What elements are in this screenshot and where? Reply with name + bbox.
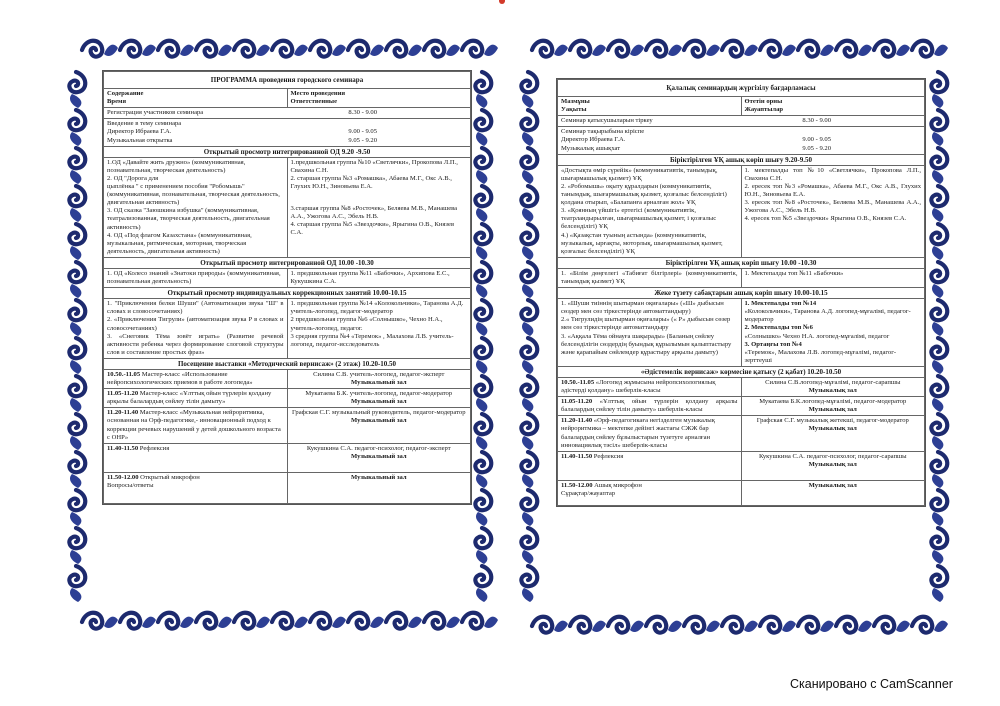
section-heading: Открытый просмотр индивидуальных коррекционных занятий 10.00-10.15 <box>104 288 471 299</box>
group-item: «Колокольчики», Таранова А.Д. логопед-мұғалімі, педагог-модератор <box>744 308 911 324</box>
group-item: 3. Ортаңғы топ №4 <box>744 340 802 348</box>
group-item: 2. Мектепалды топ №6 <box>744 324 813 332</box>
activity-item: 3. «Қоянның үйшігі» ертегісі (коммуникативтік, театрландырылған, шығармашылық қызмет, і қозғалыс белсенділігі) ҰҚ <box>561 207 717 231</box>
group-item: 2. ересек топ №3 «Ромашка», Абаева М.Г., Окс А.В., Глухих Ю.Н., Зиновьева Е.А. <box>744 182 921 199</box>
section-heading: Біріктірілген ҰҚ ашық көріп шығу 10.00 -10.30 <box>558 257 925 268</box>
group-item: 3.старшая группа №8 «Росточек», Беляева М.В., Манашева А.А., Ужогова А.С., Эбель Н.В. <box>290 205 458 221</box>
activity-item: 1. «Білім дөңгелегі «Табиғат білгірлері» (коммуникативтік, танымдық қызмет) ҰҚ <box>558 268 742 287</box>
activity-item: 1. "Приключения белки Шуши" (Автоматизация звука "Ш" в словах и словосочетаниях) <box>107 300 284 316</box>
activity-item: 2. «Приключения Тигрули» (автоматизация звука Р в словах и словосочетаниях) <box>107 316 284 332</box>
program-title: Қалалық семинардың жүргізілу бағдарламасы <box>558 80 925 97</box>
group-item: 1. мектепалды топ №10 «Светлячки», Прокопова Л.П., Свахина С.Н. <box>744 166 921 182</box>
header-time: Уақыты <box>561 106 587 114</box>
header-content: Мазмұны <box>561 98 590 106</box>
group-item: 1. предшкольная группа №14 «Колокольчики», Таранова А.Д. учитель-логопед, педагог-модератор <box>290 300 464 316</box>
schedule-row: 11.20-11.40 «Орф-педагогикаға негізделген музыкалық нейроритмика – мектепке дейінгі жастағы СЖЖ бар балалардың сөйлеу бұзылыстарын түзетуге арналған инновациялық тәсіл» шеберлік-класы Графская С.Г. музыкалық жетекші, педагог-модератор Музыкалық зал <box>558 416 925 451</box>
activity-item: 2. ОД "Дорога для <box>107 174 159 182</box>
left-page-russian <box>52 22 510 662</box>
section-heading: Жеке түзету сабақтарын ашық көріп шығу 10.00-10.15 <box>558 288 925 299</box>
group-item: 1. Мектепалды топ №14 <box>744 300 817 308</box>
activity-item: 4. ОД «Под флагом Казахстана» (коммуникативная, музыкальная, ритмическая, моторная, творческая деятельность, двигательная активность) <box>107 231 252 255</box>
schedule-row: 11.05-11.20 «Ұлттық ойын түрлерін қолдану арқылы балалардың сөйлеу тілін дамыту» шеберлік-класы Мукатаева Б.К.логопед-мұғалімі, педагог-модератор Музыкалық зал <box>558 397 925 416</box>
activity-item: 3. ОД сказка "Заюшкина избушка" (коммуникативная, театрализованная, творческая деятельность, двигательная активность) <box>107 207 270 231</box>
intro-row: Введение в тему семинара <box>107 120 182 128</box>
group-item: 1. предшкольная группа №11 «Бабочки», Архипова Е.С., Кукушкина С.А. <box>287 268 471 287</box>
section-heading: Біріктірілген ҰҚ ашық көріп шығу 9.20-9.50 <box>558 154 925 165</box>
header-content: Содержание <box>107 90 144 98</box>
intro-row: Семинар тақырыбына кіріспе <box>561 128 645 136</box>
program-table-kz <box>556 78 926 507</box>
intro-row: Директор Ибраева Г.А. 9.00 - 9.05 <box>561 136 831 144</box>
intro-row: Музыкалық ашықхат 9.05 - 9.20 <box>561 144 831 152</box>
intro-row: Семинар қатысушыларын тіркеу 8.30 - 9.00 <box>561 117 831 125</box>
schedule-row: 11.40-11.50 Рефлексия Кукушкина С.А. педагог-психолог, педагог-сарапшы Музыкалық зал <box>558 451 925 480</box>
program-table-ru <box>102 70 472 505</box>
activity-item: 2.« Тигрулидің шытырман оқиғалары» (« Р» дыбысын сөзер мен сөз тіркестерінде автоматтандыру <box>561 316 731 332</box>
section-heading: Открытый просмотр интегрированной ОД 9.20 -9.50 <box>104 146 471 157</box>
intro-row: Директор Ибраева Г.А. 9.00 - 9.05 <box>107 128 377 136</box>
schedule-row: 11.20-11.40 Мастер-класс «Музыкальная нейроритмика, основанная на Орф-педагогике,- инновационный подход к коррекции речевых нарушений у детей дошкольного возраста с ОНР» Графская С.Г. музыкальный руководитель, педагог-модератор Музыкальный зал <box>104 408 471 443</box>
group-item: 2. старшая группа №3 «Ромашка», Абаева М.Г., Окс А.В., Глухих Ю.Н., Зиновьева Е.А. <box>290 174 452 191</box>
schedule-row: 11.40-11.50 Рефлексия Кукушкина С.А. педагог-психолог, педагог-эксперт Музыкальный зал <box>104 443 471 472</box>
group-item: 2 предшкольная группа №6 «Солнышко», Чехно Н.А., учитель-логопед, педагог. <box>290 316 443 332</box>
group-item: 3. ересек топ №8 «Росточек», Беляева М.В., Манашева А.А., Ужогова А.С., Эбель Н.В. <box>744 199 921 215</box>
group-item: 1. Мектепалды топ №11 «Бабочки» <box>741 268 925 287</box>
program-title: ПРОГРАММА проведения городского семинара <box>104 72 471 89</box>
intro-row: Регистрация участников семинара 8.30 - 9.00 <box>107 109 377 117</box>
section-heading: Открытый просмотр интегрированной ОД 10.00 -10.30 <box>104 257 471 268</box>
section-heading: «Әдістемелік вернисаж» көрмесіне қатысу (2 қабат) 10.20-10.50 <box>558 366 925 377</box>
schedule-row: 11.50-12.00 Ашық микрофон Сұрақтар/жауаптар Музыкалық зал <box>558 480 925 505</box>
activity-item: 4.) «Қазақстан туының астында» (коммуникативтік, музыкалық, ырғақты, моторлық, шығармашылық қызмет, қозғалыс белсенділігі) ҰҚ <box>561 231 723 255</box>
header-responsible: Жауаптылар <box>744 106 784 114</box>
activity-item: 3. «Снеговик Тёма зовёт играть» (Развитие речевой активности ребенка через формирование слоговой структуры слов и составление простых фраз» <box>107 332 284 356</box>
group-item: «Солнышко» Чехно Н.А. логопед-мұғалімі, педагог <box>744 332 890 340</box>
header-venue: Өтетін орны <box>744 98 783 106</box>
activity-item: цыплёнка " с применением пособия "Робомышь" (коммуникативная, познавательная, творческая деятельность, двигательная активность) <box>107 183 280 207</box>
header-time: Время <box>107 98 127 106</box>
group-item: 1.предшкольная группа №10 «Светлячки», Прокопова Л.П., Свахина С.Н. <box>290 158 458 174</box>
group-item: 4. старшая группа №5 «Звездочки», Ярыгина О.В., Князев С.А. <box>290 221 455 237</box>
group-item: «Теремок», Малахова Л.В. логопед-мұғалімі, педагог- зерттеуші <box>744 348 897 364</box>
header-responsible: Ответственные <box>290 98 338 106</box>
scan-edge-mark <box>499 0 505 4</box>
activity-item: «Достықта өмір сүрейік» (коммуникативтік, танымдық, шығармашылық қызмет) ҰҚ <box>561 166 718 182</box>
camscanner-watermark: Сканировано с CamScanner <box>790 677 953 691</box>
group-item: 3 средняя группа №4 «Теремок» , Малахова Л.В. учитель-логопед, педагог-исследователь <box>290 332 454 348</box>
schedule-row: 11.50-12.00 Открытый микрофон Вопросы/ответы Музыкальный зал <box>104 472 471 503</box>
activity-item: 1. ОД «Колесо знаний «Знатоки природы» (коммуникативная, познавательная деятельность) <box>104 268 288 287</box>
activity-item: 1. «Шуши тиіннің шытырман оқиғалары» («Ш» дыбысын сөздер мен сөз тіркестерінде автоматтандыру) <box>561 300 724 316</box>
section-heading: Посещение выставки «Методический вернисаж» (2 этаж) 10.20-10.50 <box>104 358 471 369</box>
activity-item: 2. «Робомышь» оқыту құралдарын (коммуникативтік, танымдық, шығармашылық қызмет, қозғалыс белсенділігі) қолдана отырып, «Балапанға арналған жол» ҰҚ <box>561 182 727 207</box>
activity-item: 1.ОД «Давайте жить дружно» (коммуникативная, познавательная, творческая деятельность) <box>107 158 246 174</box>
group-item: 4. ересек топ №5 «Звездочки» Ярыгина О.В., Князев С.А. <box>744 215 907 223</box>
schedule-row: 11.05-11.20 Мастер-класс «Ұлттық ойын түрлерін қолдану арқылы балалардың сөйлеу тілін дамыту» Мукатаева Б.К. учитель-логопед, педагог-модератор Музыкальный зал <box>104 389 471 408</box>
right-page-kazakh <box>510 22 970 662</box>
activity-item: 3. «Аққала Тёма ойнауға шақырады» (Баланың сөйлеу белсенділігін сөздердің буындық құрылымын қалыптастыру және қарапайым сөйлемдер құрастыру арқылы дамыту) <box>561 332 732 356</box>
header-venue: Место проведения <box>290 90 346 98</box>
schedule-row: 10.50.-11.05 Мастер-класс «Использование нейропсихологических приемов в работе логопеда» Силина С.В. учитель-логопед, педагог-эксперт Музыкальный зал <box>104 370 471 389</box>
schedule-row: 10.50.-11.05 «Логопед жұмысына нейропсихологиялық әдістерді қолдану» шеберлік-класы Силина С.В.логопед-мұғалімі, педагог-сарапшы Музыкалық зал <box>558 378 925 397</box>
intro-row: Музыкальная открытка 9.05 - 9.20 <box>107 136 377 144</box>
